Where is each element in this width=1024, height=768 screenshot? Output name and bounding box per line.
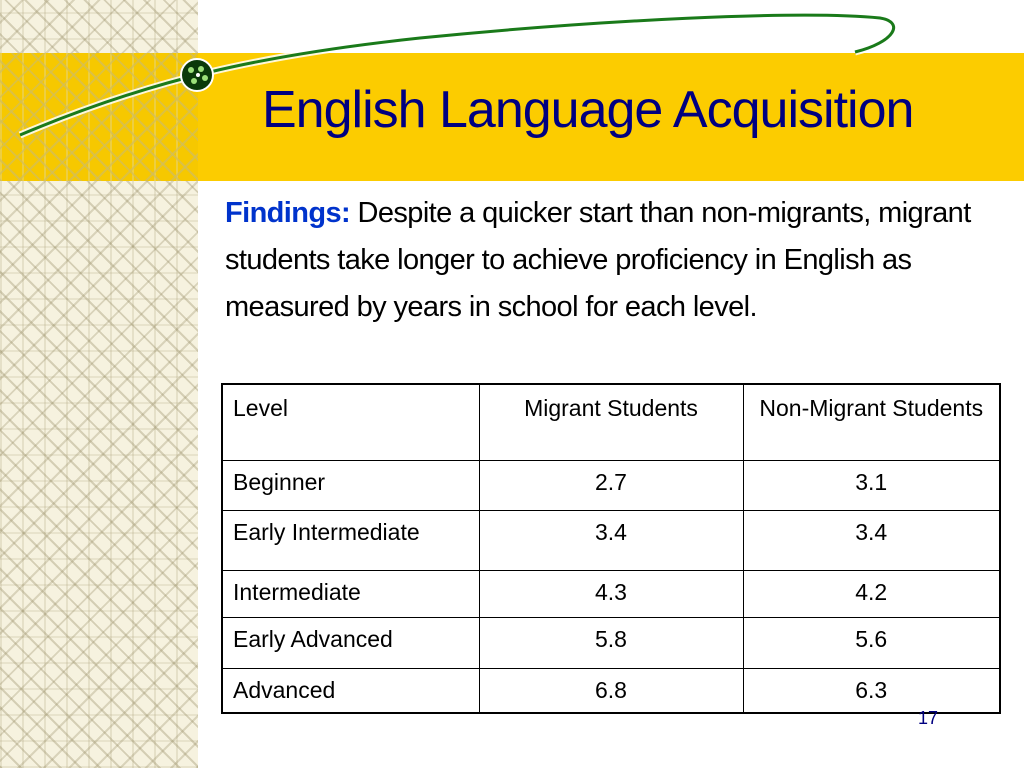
- table-cell-level: Beginner: [222, 460, 479, 510]
- table-cell-non-migrant: 6.3: [743, 668, 1000, 713]
- page-number: 17: [918, 708, 939, 728]
- table-cell-non-migrant: 5.6: [743, 617, 1000, 668]
- globe-icon: [181, 59, 213, 91]
- table-row: [222, 617, 1000, 668]
- table-cell-level: Early Intermediate: [222, 510, 479, 570]
- data-table: [221, 383, 1001, 714]
- table-cell-level: Advanced: [222, 668, 479, 713]
- findings-paragraph: [225, 190, 1015, 331]
- table-cell-non-migrant: 3.4: [743, 510, 1000, 570]
- table-row: [222, 510, 1000, 570]
- table-cell-migrant: 4.3: [479, 570, 743, 617]
- table-cell-level: Early Advanced: [222, 617, 479, 668]
- table-cell-non-migrant: 3.1: [743, 460, 1000, 510]
- data-table-container: [221, 383, 1001, 714]
- table-cell-non-migrant: 4.2: [743, 570, 1000, 617]
- table-cell-level: Intermediate: [222, 570, 479, 617]
- table-cell-migrant: 3.4: [479, 510, 743, 570]
- table-header-cell: Level: [222, 384, 479, 460]
- findings-colon: :: [341, 197, 351, 229]
- slide-title: English Language Acquisition: [262, 81, 914, 139]
- table-header-row: [222, 384, 1000, 460]
- table-cell-migrant: 5.8: [479, 617, 743, 668]
- findings-label: Findings: [225, 197, 342, 229]
- findings-text: Despite a quicker start than non-migrants, migrant students take longer to achieve proficiency in English as measured by years in school for each level.: [225, 197, 971, 323]
- table-row: [222, 570, 1000, 617]
- table-cell-migrant: 6.8: [479, 668, 743, 713]
- table-row: [222, 668, 1000, 713]
- table-header-cell: Migrant Students: [479, 384, 743, 460]
- table-cell-migrant: 2.7: [479, 460, 743, 510]
- table-header-cell: Non-Migrant Students: [743, 384, 1000, 460]
- table-row: [222, 460, 1000, 510]
